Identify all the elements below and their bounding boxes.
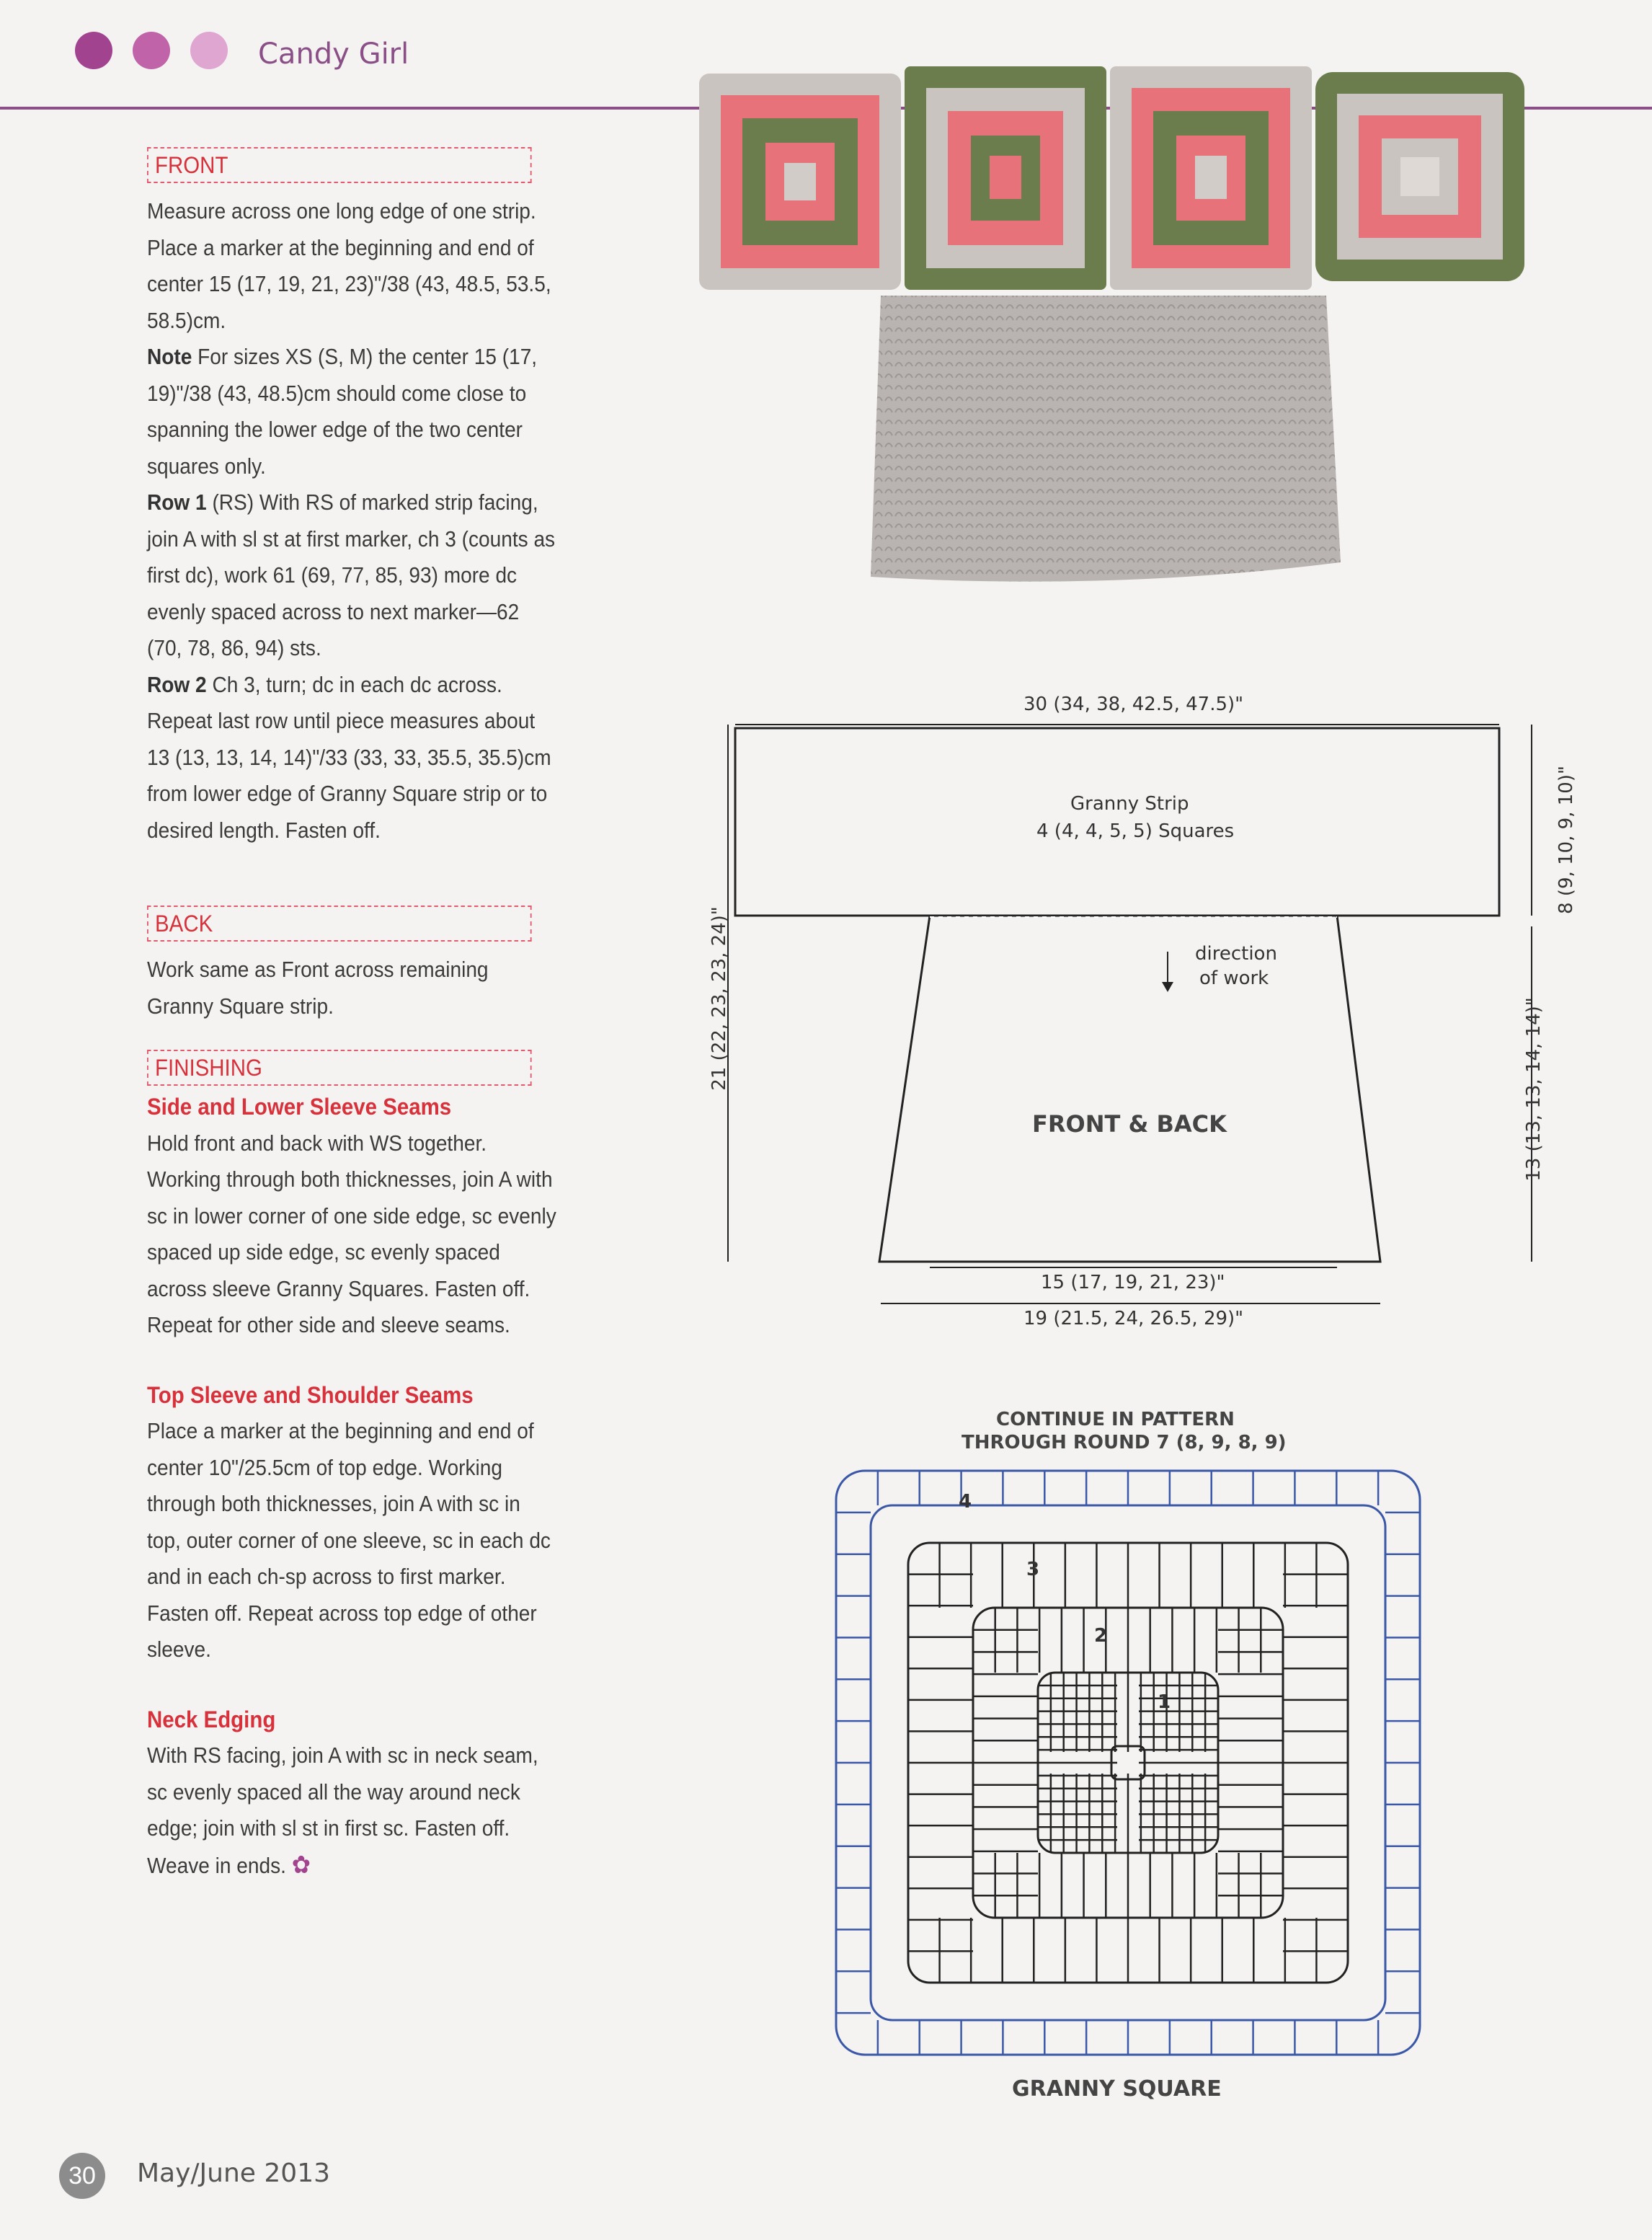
garment-body [871,296,1341,582]
chart-continue-line1: CONTINUE IN PATTERN [996,1409,1235,1430]
schematic-right-bottom: 13 (13, 13, 14, 14)" [1522,997,1545,1182]
schematic-direction: direction [1195,943,1277,965]
top-seams-text: Place a marker at the beginning and end of center 10"/25.5cm of top edge. Working through both thicknesses, join A with sc in top, outer corner of one sleeve, sc in each dc and in each ch-sp across to first marker. Fasten off. Repeat across top edge of other sleeve. [147,1419,551,1662]
granny-square-strip [699,66,1524,290]
instructions-column [147,147,558,849]
schematic-of-work: of work [1199,968,1269,989]
issue-date: May/June 2013 [137,2159,331,2188]
end-flower-icon: ✿ [291,1851,311,1879]
finishing-section [147,1050,558,1884]
page-title: Candy Girl [258,37,409,71]
end-text: Weave in ends. [147,1853,286,1878]
schematic-strip-title: Granny Strip [1070,793,1189,815]
neck-edging-title: Neck Edging [147,1706,276,1732]
weave-ends [147,1847,558,1885]
schematic-body-label: FRONT & BACK [1032,1110,1227,1138]
front-row2 [147,667,558,849]
top-seams-title: Top Sleeve and Shoulder Seams [147,1381,474,1408]
front-row1 [147,484,558,667]
garment-photo [692,58,1557,634]
front-note [147,339,558,484]
round-label-3: 3 [1026,1559,1040,1580]
page-number: 30 [59,2153,105,2199]
side-seams-text: Hold front and back with WS together. Working through both thicknesses, join A with sc in lower corner of one side edge, sc evenly spaced up side edge, sc evenly spaced across sleeve Granny Squares. Fasten off. Repeat for other side and sleeve seams. [147,1130,556,1337]
garment-schematic [692,685,1578,1348]
front-p1: Measure across one long edge of one strip. Place a marker at the beginning and end of center 15 (17, 19, 21, 23)"/38 (43, 48.5, 53.5, 58.5)cm. [147,199,551,333]
note-label: Note [147,345,192,369]
header-dot-3 [190,32,228,69]
schematic-left-total: 21 (22, 23, 23, 24)" [708,906,730,1091]
round-label-1: 1 [1158,1691,1171,1713]
row2-text: Ch 3, turn; dc in each dc across. Repeat last row until piece measures about 13 (13, 13, 14, 14)"/33 (33, 33, 35.5, 35.5)cm from lower edge of Granny Square strip or to desired length. Fasten off. [147,672,551,843]
header-dot-2 [133,32,170,69]
neck-edging-text: With RS facing, join A with sc in neck seam, sc evenly spaced all the way around neck edge; join with sl st in first sc. Fasten off. [147,1743,538,1841]
body-outline [879,916,1380,1262]
round-label-4: 4 [959,1491,972,1513]
granny-square-chart [829,1464,1427,2062]
row2-label: Row 2 [147,672,207,697]
header-dot-1 [75,32,112,69]
note-text: For sizes XS (S, M) the center 15 (17, 19)"/38 (43, 48.5)cm should come close to spanning the lower edge of the two center squares only. [147,345,538,479]
round-label-2: 2 [1094,1625,1108,1647]
side-seams-title: Side and Lower Sleeve Seams [147,1094,452,1120]
schematic-top-width: 30 (34, 38, 42.5, 47.5)" [1023,694,1244,715]
schematic-bottom-outer: 19 (21.5, 24, 26.5, 29)" [1023,1308,1244,1329]
row1-text: (RS) With RS of marked strip facing, join A with sl st at first marker, ch 3 (counts as first dc), work 61 (69, 77, 85, 93) more dc evenly spaced across to next marker—62 (70, 78, 86, 94) sts. [147,490,556,660]
front-heading: FRONT [147,147,532,183]
front-paragraph [147,193,558,339]
schematic-strip-count: 4 (4, 4, 5, 5) Squares [1036,820,1235,842]
schematic-right-top: 8 (9, 10, 9, 10)" [1555,766,1577,914]
back-section [147,906,558,1024]
back-heading: BACK [147,906,532,942]
chart-caption: GRANNY SQUARE [1012,2076,1222,2102]
finishing-heading: FINISHING [147,1050,532,1086]
back-text: Work same as Front across remaining Granny Square strip. [147,957,489,1019]
chart-continue-line2: THROUGH ROUND 7 (8, 9, 8, 9) [962,1432,1287,1453]
row1-label: Row 1 [147,490,207,515]
schematic-bottom-inner: 15 (17, 19, 21, 23)" [1041,1272,1225,1293]
